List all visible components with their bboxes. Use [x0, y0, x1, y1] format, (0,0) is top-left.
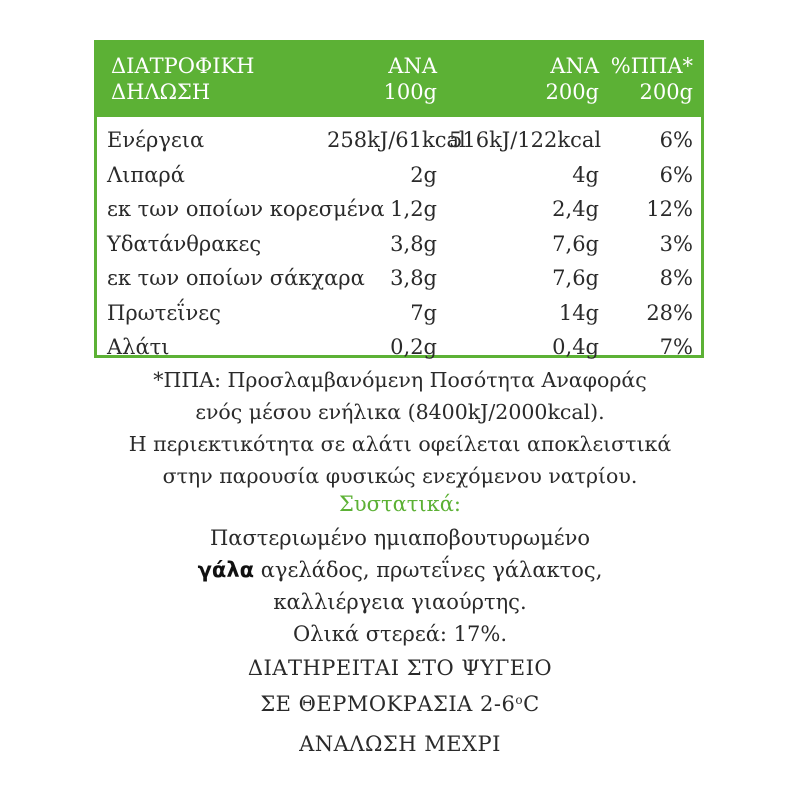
allergen-highlight: γάλα	[197, 558, 255, 582]
header-per100-line2: 100g	[383, 80, 437, 104]
row-ri: 12%	[646, 197, 693, 221]
header-label-line2: ΔΗΛΩΣΗ	[111, 80, 211, 104]
storage-temperature	[0, 684, 800, 720]
row-per100: 258kJ/61kcal	[327, 128, 466, 152]
row-per200: 0,4g	[552, 335, 599, 359]
row-per100: 3,8g	[390, 266, 437, 290]
row-per100: 1,2g	[390, 197, 437, 221]
row-ri: 8%	[659, 266, 693, 290]
total-solids: Ολικά στερεά: 17%.	[292, 622, 508, 646]
row-label: Αλάτι	[107, 335, 170, 359]
row-label: Ενέργεια	[107, 128, 205, 152]
row-ri: 6%	[659, 162, 693, 187]
row-label: Υδατάνθρακες	[107, 231, 262, 256]
ingredients-line: Παστεριωμένο ημιαποβουτυρωμένο	[209, 526, 591, 550]
row-ri: 28%	[646, 300, 693, 325]
row-per200: 7,6g	[552, 231, 599, 256]
header-per200-line2: 200g	[545, 80, 599, 104]
row-per100: 0,2g	[390, 335, 437, 359]
ingredients-line	[0, 554, 800, 586]
table-row	[97, 296, 701, 331]
nutrition-table	[94, 40, 704, 358]
row-per200: 7,6g	[552, 266, 599, 290]
expiry-label: ΑΝΑΛΩΣΗ ΜΕΧΡΙ	[299, 732, 501, 756]
table-row	[97, 192, 701, 227]
storage-instructions	[0, 652, 800, 720]
row-ri: 6%	[659, 128, 693, 152]
row-label: εκ των οποίων κορεσμένα	[107, 197, 385, 221]
header-ri-line2: 200g	[639, 80, 693, 104]
table-row	[97, 261, 701, 296]
footnote-line: *ΠΠΑ: Προσλαμβανόμενη Ποσότητα Αναφοράς	[153, 368, 647, 392]
header-ri	[599, 53, 693, 105]
row-per200: 2,4g	[552, 197, 599, 221]
header-per200-line1: ΑΝΑ	[550, 54, 599, 78]
header-per200	[477, 53, 599, 105]
ingredients-line-rest: αγελάδος, πρωτεΐνες γάλακτος,	[254, 558, 603, 582]
row-label: εκ των οποίων σάκχαρα	[107, 266, 365, 290]
row-per100: 7g	[410, 300, 437, 325]
ingredients-line: καλλιέργεια γιαούρτης.	[273, 590, 527, 614]
row-per200: 516kJ/122kcal	[449, 128, 602, 152]
nutrition-rows	[97, 117, 701, 365]
ingredients-list	[0, 522, 800, 650]
row-per100: 2g	[410, 162, 437, 187]
footnote-line: ενός μέσου ενήλικα (8400kJ/2000kcal).	[195, 400, 605, 424]
row-per200: 4g	[572, 162, 599, 187]
table-row	[97, 123, 701, 158]
table-row	[97, 330, 701, 365]
row-ri: 3%	[659, 231, 693, 256]
table-row	[97, 158, 701, 193]
row-label: Πρωτεΐνες	[107, 300, 221, 325]
header-per100	[327, 53, 437, 105]
header-per100-line1: ΑΝΑ	[388, 54, 437, 78]
footnote-line: στην παρουσία φυσικώς ενεχόμενου νατρίου.	[162, 464, 638, 488]
table-row	[97, 227, 701, 262]
row-per200: 14g	[558, 300, 599, 325]
storage-temp-prefix: ΣΕ ΘΕΡΜΟΚΡΑΣΙΑ 2-6	[260, 692, 516, 716]
row-ri: 7%	[659, 335, 693, 359]
storage-temp-unit: C	[523, 692, 540, 716]
storage-line: ΔΙΑΤΗΡΕΙΤΑΙ ΣΤΟ ΨΥΓΕΙΟ	[247, 656, 553, 680]
row-per100: 3,8g	[390, 231, 437, 256]
nutrition-table-header	[97, 43, 701, 117]
header-label	[111, 53, 255, 105]
ingredients-title: Συστατικά:	[339, 492, 461, 516]
footnote-line: Η περιεκτικότητα σε αλάτι οφείλεται αποκλειστικά	[128, 432, 672, 456]
header-ri-line1: %ΠΠΑ*	[610, 54, 693, 78]
reference-intake-footnote	[0, 364, 800, 492]
header-label-line1: ΔΙΑΤΡΟΦΙΚΗ	[111, 54, 255, 78]
row-label: Λιπαρά	[107, 162, 185, 187]
degree-symbol: o	[515, 693, 524, 707]
